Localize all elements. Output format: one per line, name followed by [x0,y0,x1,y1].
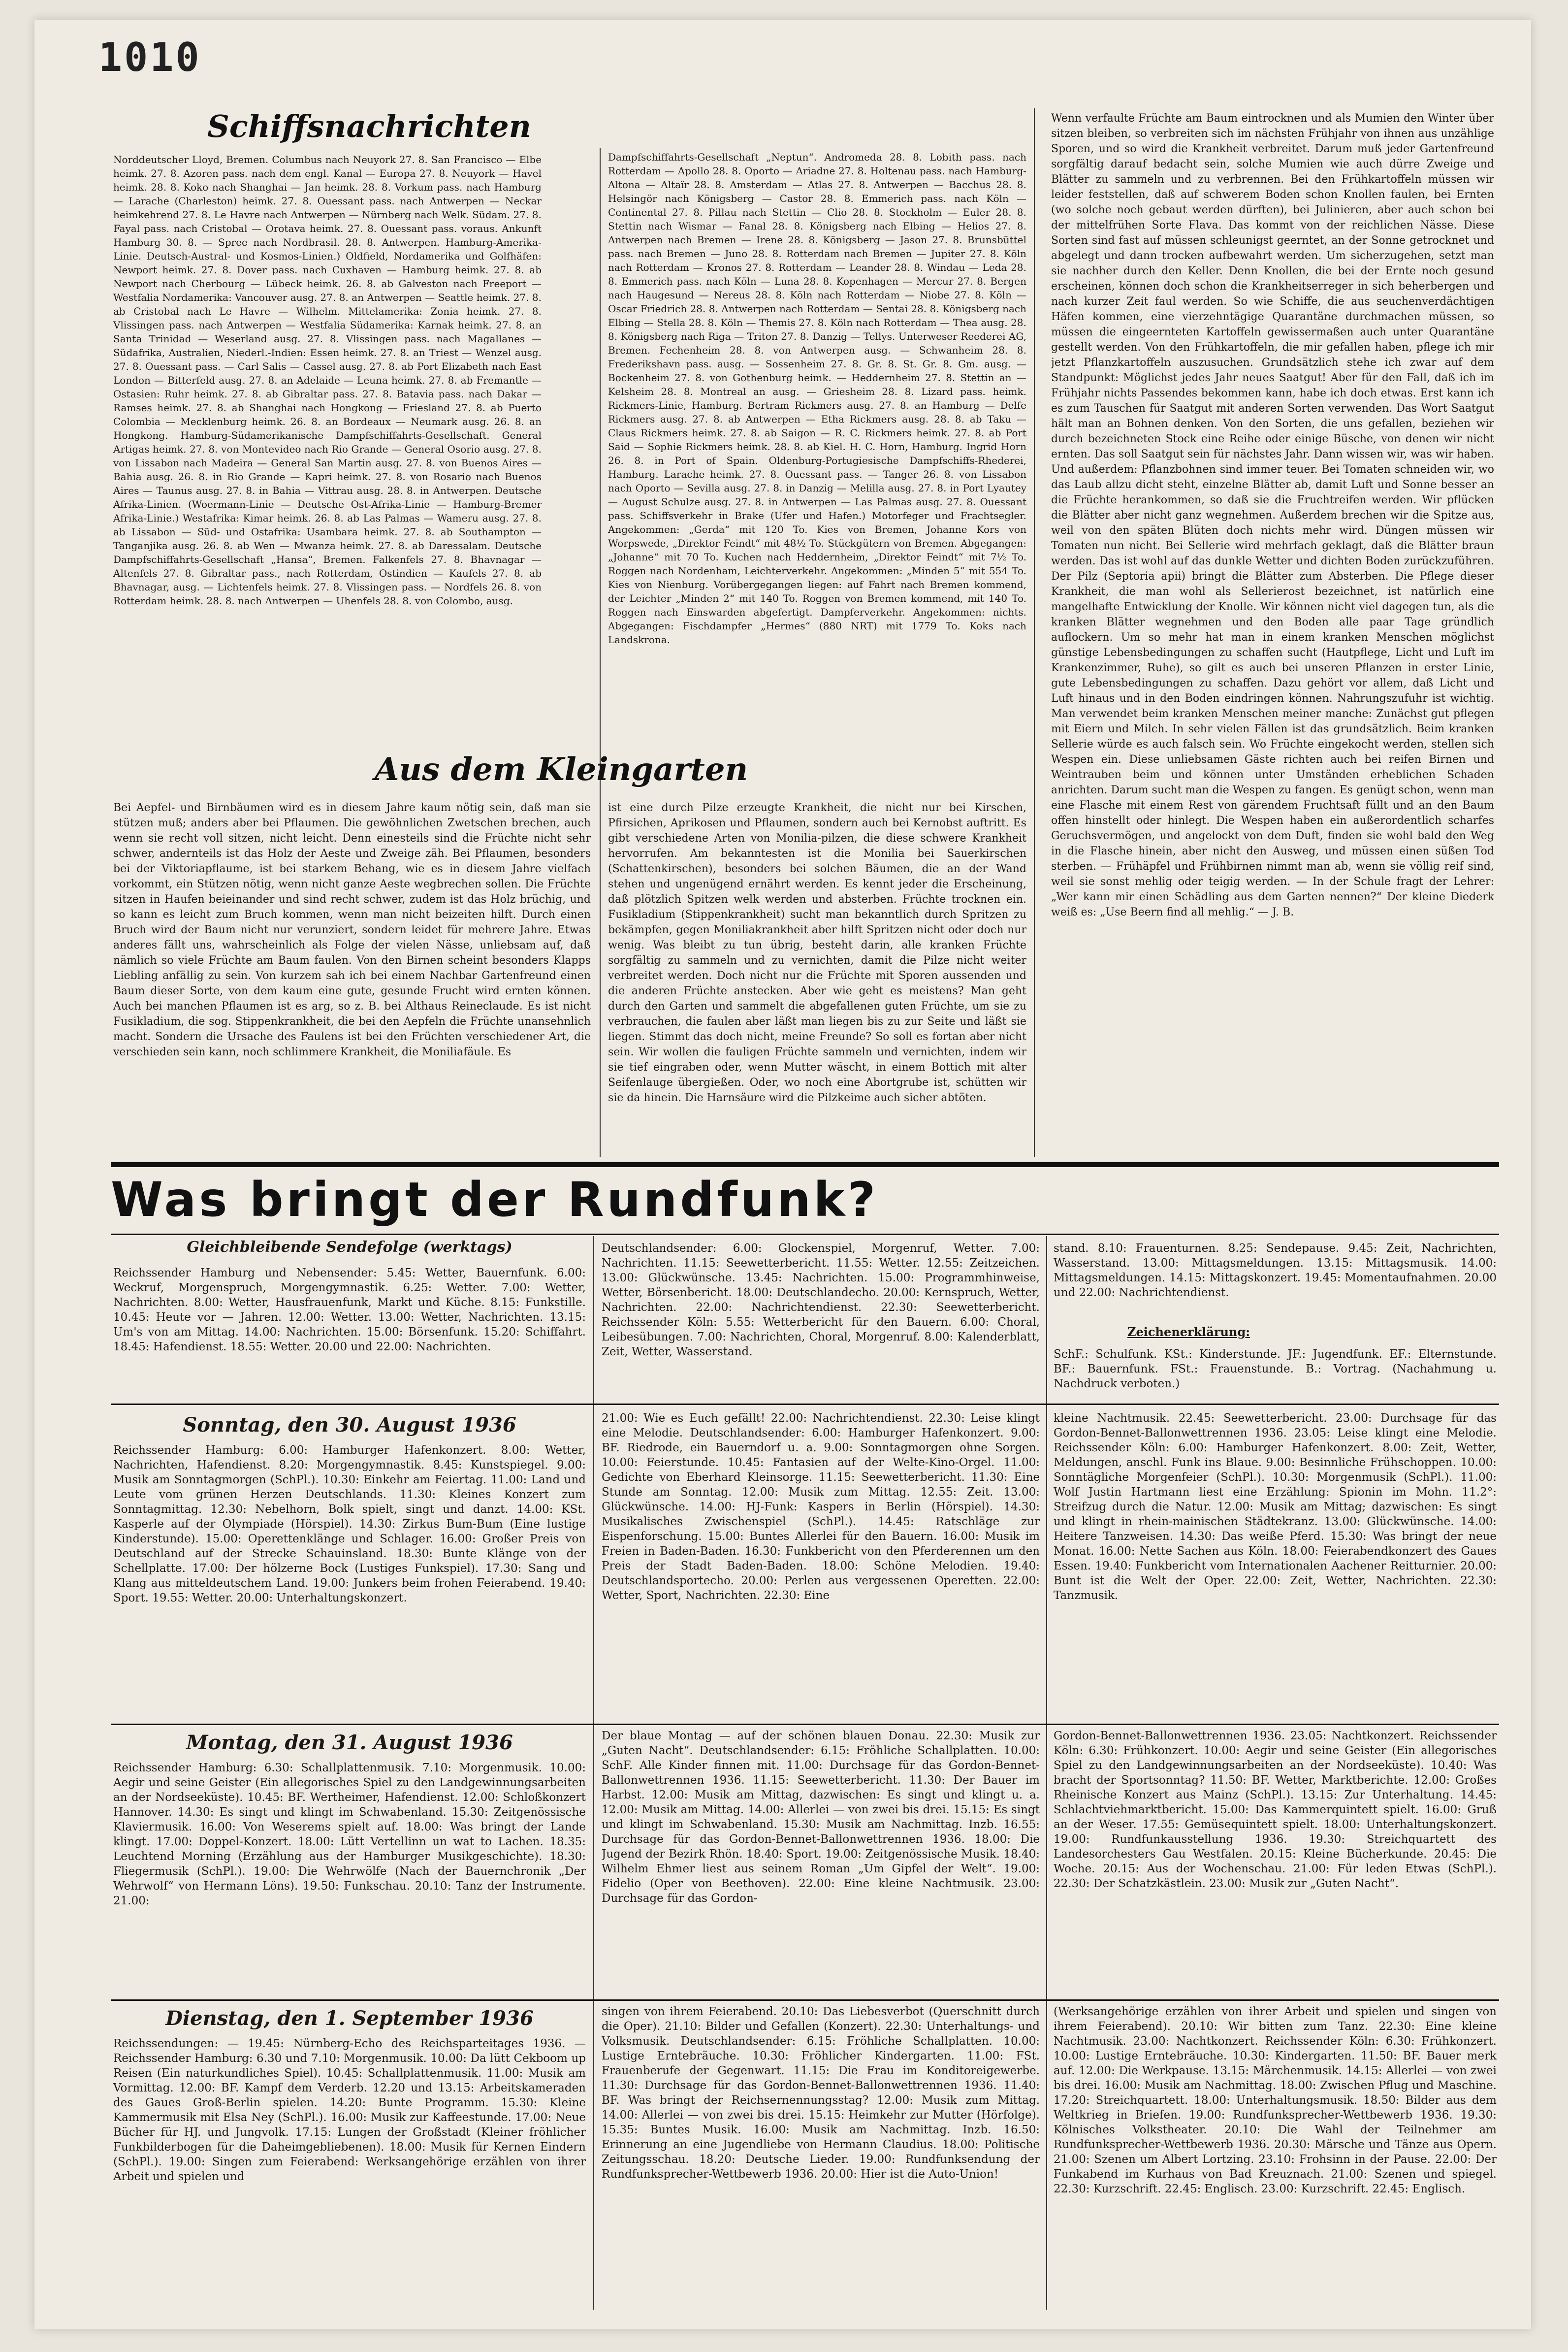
sunday-column-1: Reichssender Hamburg: 6.00: Hamburger Hafenkonzert. 8.00: Wetter, Nachrichten, Hafendienst. 8.20: Morgengymnastik. 8.45: Kunstspiegel. 9.00: Musik am Sonntagmorgen (SchPl.). 10.30: Einkehr am Feiertag. 11.00: Land und Leute vom grünen Herzen Deutschlands. 11.30: Kleines Konzert zum Sonntagmittag. 12.30: Nebelhorn, Bolk spielt, singt und danzt. 14.00: KSt. Kasperle auf der Olympiade (Hörspiel). 14.30: Zirkus Bum-Bum (Eine lustige Kinderstunde). 15.00: Operettenklänge und Schlager. 16.00: Großer Preis von Deutschland auf der Strecke Schauinsland. 18.30: Bunte Klänge von der Schellplatte. 17.00: Der hölzerne Bock (Lustiges Funkspiel). 17.30: Sang und Klang aus mitteldeutschem Land. 19.00: Junkers beim frohen Feierabend. 19.40: Sport. 19.55: Wetter. 20.00: Unterhaltungskonzert. [113,1444,586,1604]
ship-news-column-2: Dampfschiffahrts-Gesellschaft „Neptun“. Andromeda 28. 8. Lobith pass. nach Rotterdam — Apollo 28. 8. Oporto — Ariadne 27. 8. Holtenau pass. nach Hamburg-Altona — Altaïr 28. 8. Amsterdam — Atlas 27. 8. Antwerpen — Bacchus 28. 8. Helsingör nach Königsberg — Castor 28. 8. Emmerich pass. nach Köln — Continental 27. 8. Pillau nach Stettin — Clio 28. 8. Stockholm — Euler 28. 8. Stettin nach Wismar — Fanal 28. 8. Königsberg nach Elbing — Helios 27. 8. Antwerpen nach Bremen — Irene 28. 8. Königsberg — Jason 27. 8. Brunsbüttel pass. nach Bremen — Juno 28. 8. Rotterdam nach Bremen — Jupiter 27. 8. Köln nach Rotterdam — Kronos 27. 8. Rotterdam — Leander 28. 8. Windau — Leda 28. 8. Emmerich pass. nach Köln — Luna 28. 8. Kopenhagen — Mercur 27. 8. Bergen nach Haugesund — Nereus 28. 8. Köln nach Rotterdam — Niobe 27. 8. Köln — Oscar Friedrich 28. 8. Antwerpen nach Rotterdam — Sentai 28. 8. Königsberg nach Elbing — Stella 28. 8. Köln — Themis 27. 8. Köln nach Rotterdam — Thea ausg. 28. 8. Königsberg nach Riga — Triton 27. 8. Danzig — Tellys. Unterweser Reederei AG, Bremen. Fechenheim 28. 8. von Antwerpen ausg. — Schwanheim 28. 8. Frederikshavn pass. ausg. — Sossenheim 27. 8. Gr. 8. St. Gr. 8. Gm. ausg. — Bockenheim 27. 8. von Gothenburg heimk. — Heddernheim 27. 8. Stettin an — Kelsheim 28. 8. Montreal an ausg. — Griesheim 28. 8. Lizard pass. heimk. Rickmers-Linie, Hamburg. Bertram Rickmers ausg. 27. 8. an Hamburg — Delfe Rickmers ausg. 27. 8. ab Antwerpen — Etha Rickmers ausg. 28. 8. ab Taku — Claus Rickmers heimk. 27. 8. ab Saigon — R. C. Rickmers heimk. 27. 8. ab Port Said — Sophie Rickmers heimk. 28. 8. ab Kiel. H. C. Horn, Hamburg. Ingrid Horn 26. 8. in Port of Spain. Oldenburg-Portugiesische Dampfschiffs-Rhederei, Hamburg. Larache heimk. 27. 8. Ouessant pass. — Tanger 26. 8. von Lissabon nach Oporto — Sevilla ausg. 27. 8. in Danzig — Melilla ausg. 27. 8. in Port Lyautey — August Schulze ausg. 27. 8. in Antwerpen — Las Palmas ausg. 27. 8. Ouessant pass. Schiffsverkehr in Brake (Ufer und Hafen.) Motorfeger und Frachtsegler. Angekommen: „Gerda“ mit 120 To. Kies von Bremen, Johanne Kors von Worpswede, „Direktor Feindt“ mit 48½ To. Stückgütern von Bremen. Abgegangen: „Johanne“ mit 70 To. Kuchen nach Heddernheim, „Direktor Feindt“ mit 7½ To. Roggen nach Nordenham, Leichterverkehr. Angekommen: „Minden 5“ mit 554 To. Kies von Nienburg. Vorübergegangen liegen: auf Fahrt nach Bremen kommend, der Leichter „Minden 2“ mit 140 To. Roggen von Bremen kommend, mit 140 To. Roggen nach Einswarden abgefertigt. Dampferverkehr. Angekommen: nichts. Abgegangen: Fischdampfer „Hermes“ (880 NRT) mit 1779 To. Koks nach Landskrona. [608,151,1026,646]
gardening-column-right: Wenn verfaulte Früchte am Baum eintrocknen und als Mumien den Winter über sitzen bleiben, so verbreiten sich im nächsten Frühjahr von ihnen aus unzählige Sporen, und so wird die Krankheit verbreitet. Darum muß jeder Gartenfreund sorgfältig darauf bedacht sein, solche Mumien wie auch dürre Zweige und Blätter zu sammeln und zu verbrennen. Bei den Frühkartoffeln müssen wir leider feststellen, daß auf schwerem Boden schon Knollen faulen, bei Ernten (wo solche noch gebaut werden dürften), bei Julinieren, aber auch schon bei der mittelfrühen Sorte Flava. Das kommt von der reichlichen Nässe. Diese Sorten sind fast auf müssen schleunigst geerntet, an der Sonne getrocknet und abgelegt und dann trocken aufbewahrt werden. Um sicherzugehen, setzt man sie nachher durch den Keller. Denn Knollen, die bei der Ernte noch gesund erscheinen, können doch schon die Krankheitserreger in sich beherbergen und nach kurzer Zeit faul werden. So wie Schiffe, die aus seuchenverdächtigen Häfen kommen, eine vierzehntägige Quarantäne durchmachen müssen, so müssen die eingeernteten Kartoffeln gewissermaßen auch unter Quarantäne gestellt werden. Von den Frühkartoffeln, die mir gefallen haben, pflege ich mir jetzt Pflanzkartoffeln auszusuchen. Grundsätzlich stehe ich zwar auf dem Standpunkt: Möglichst jedes Jahr neues Saatgut! Aber für den Fall, daß ich im Frühjahr nichts Passendes bekommen kann, habe ich doch etwas. Erst kann ich es zum Tauschen für Saatgut mit anderen Sorten verwenden. Das Wort Saatgut hält man an Bohnen denken. Von den Sorten, die uns gefallen, beziehen wir durch bezeichneten Stock eine Reihe oder einige Büsche, von denen wir nicht ernten. Das soll Saatgut sein für nächstes Jahr. Dann wissen wir, was wir haben. Und außerdem: Pflanzbohnen sind immer teuer. Bei Tomaten schneiden wir, wo das Laub allzu dicht steht, einzelne Blätter ab, damit Luft und Sonne besser an die Früchte herankommen, so daß sie die Fruchtreifen werden. Wir pflücken die Blätter aber nicht ganz wegnehmen. Außerdem brechen wir die Spitze aus, weil von den späten Blüten doch nichts mehr wird. Düngen müssen wir Tomaten nun nicht. Bei Sellerie wird mehrfach geklagt, daß die Blätter braun werden. Das ist wohl auf das dunkle Wetter und dichten Boden zurückzuführen. Der Pilz (Septoria apii) bringt die Blätter zum Absterben. Die Pflege dieser Krankheit, die man wohl als Sellerierost bezeichnet, ist natürlich eine mangelhafte Entwicklung der Knolle. Wir können nicht viel dagegen tun, als die kranken Blätter wegnehmen und den Boden alle paar Tage gründlich auflockern. Um so mehr hat man in einem kranken Menschen möglichst günstige Lebensbedingungen zu schaffen sucht (Hautpflege, Licht und Luft im Krankenzimmer, Ruhe), so gilt es auch bei unseren Pflanzen in erster Linie, gute Lebensbedingungen zu schaffen. Dazu gehört vor allem, daß Licht und Luft hinaus und in den Boden eindringen können. Nahrungszufuhr ist wichtig. Man verwendet beim kranken Menschen meiner manche: Zunächst gut pflegen mit Eiern und Milch. In sehr vielen Fällen ist das grundsätzlich. Beim kranken Sellerie würde es auch falsch sein. Wo Früchte eingekocht werden, stellen sich Wespen ein. Diese unliebsamen Gäste richten auch bei reifen Birnen und Weintrauben beim und können unter Umständen erheblichen Schaden anrichten. Darum sucht man die Wespen zu fangen. Es genügt schon, wenn man eine Flasche mit einem Rest von gärendem Fruchtsaft füllt und an den Baum offen hinstellt oder hinlegt. Die Wespen haben ein außerordentlich scharfes Geruchsvermögen, und angelockt von dem Duft, finden sie wohl bald den Weg in die Flasche hinein, aber nicht den Ausweg, und müssen einen süßen Tod sterben. — Frühäpfel und Frühbirnen nimmt man ab, wenn sie völlig reif sind, weil sie sonst mehlig oder teigig werden. — In der Schule fragt der Lehrer: „Wer kann mir einen Schädling aus dem Garten nennen?“ Der kleine Diederk weiß es: „Use Beern find all mehlig.“ — J. B. [1051,112,1494,918]
page-number: 1010 [98,34,201,80]
column-divider [1046,1236,1047,2310]
monday-column-3: Gordon-Bennet-Ballonwettrennen 1936. 23.05: Nachtkonzert. Reichssender Köln: 6.30: Frühkonzert. 10.00: Aegir und seine Geister (Ein allegorisches Spiel zu den Landgewinnungsarbeiten an der Nordseeküste). 10.40: Was bracht der Sportsonntag? 11.50: BF. Wetter, Marktberichte. 12.00: Großes Rheinische Konzert aus Mainz (SchPl.). 13.15: Zur Unterhaltung. 14.45: Schlachtviehmarktbericht. 15.00: Das Kammerquintett spielt. 16.00: Gruß an der Weser. 17.55: Gemüsequintett spielt. 18.00: Unterhaltungskonzert. 19.00: Rundfunkausstellung 1936. 19.30: Streichquartett des Landesorchesters Gau Westfalen. 20.15: Kleine Bücherkunde. 20.45: Die Woche. 20.15: Aus der Wochenschau. 21.00: Für leden Etwas (SchPl.). 22.30: Der Schatzkästlein. 23.00: Musik zur „Guten Nacht“. [1054,1730,1497,1890]
section-rule [111,1724,1499,1725]
column-divider [593,1236,594,2310]
weekday-schedule-column-1: Reichssender Hamburg und Nebensender: 5.45: Wetter, Bauernfunk. 6.00: Weckruf, Morgenspruch, Morgengymnastik. 6.25: Wetter. 7.00: Wetter, Nachrichten. 8.00: Wetter, Hausfrauenfunk, Markt und Küche. 8.15: Funkstille. 10.45: Heute vor — Jahren. 12.00: Wetter. 13.00: Wetter, Nachrichten. 13.15: Um's von am Mittag. 14.00: Nachrichten. 15.00: Börsenfunk. 15.20: Schiffahrt. 18.45: Hafendienst. 18.55: Wetter. 20.00 und 22.00: Nachrichten. [113,1267,586,1353]
weekday-schedule-column-3: stand. 8.10: Frauenturnen. 8.25: Sendepause. 9.45: Zeit, Nachrichten, Wasserstand. 13.00: Mittagsmeldungen. 13.15: Mittagsmusik. 14.00: Mittagsmeldungen. 14.15: Mittagskonzert. 19.45: Momentaufnahmen. 20.00 und 22.00: Nachrichtendienst. [1054,1242,1497,1299]
column-divider [1034,108,1035,1157]
weekday-schedule-title: Gleichbleibende Sendefolge (werktags) [187,1239,512,1256]
radio-section-title: Was bringt der Rundfunk? [111,1172,879,1227]
column-divider [600,148,601,1157]
section-rule [111,1162,1499,1167]
tuesday-column-3: (Werksangehörige erzählen von ihrer Arbeit und spielen und singen von ihrem Feierabend). 20.10: Wir bitten zum Tanz. 22.30: Eine kleine Nachtmusik. 23.00: Nachtkonzert. Reichssender Köln: 6.30: Frühkonzert. 10.00: Lustige Erntebräuche. 10.30: Kindergarten. 11.50: BF. Bauer merk auf. 12.00: Die Werkpause. 13.15: Märchenmusik. 14.15: Allerlei — von zwei bis drei. 16.00: Musik am Nachmittag. 18.00: Zwischen Pflug und Maschine. 17.20: Streichquartett. 18.00: Unterhaltungsmusik. 18.50: Bilder aus dem Weltkrieg in Briefen. 19.00: Rundfunksprecher-Wettbewerb 1936. 19.30: Kölnisches Volkstheater. 20.10: Die Wahl der Teilnehmer am Rundfunksprecher-Wettbewerb 1936. 20.30: Märsche und Tänze aus Opern. 21.00: Szenen um Albert Lortzing. 23.10: Frohsinn in der Pause. 22.00: Der Funkabend im Kurhaus von Bad Kreuznach. 21.00: Szenen und spiegel. 22.30: Kurzschrift. 22.45: Englisch. 23.00: Kurzschrift. 22.45: Englisch. [1054,2005,1497,2195]
legend-text: SchF.: Schulfunk. KSt.: Kinderstunde. JF.: Jugendfunk. EF.: Elternstunde. BF.: Bauernfunk. FSt.: Frauenstunde. B.: Vortrag. (Nachahmung u. Nachdruck verboten.) [1054,1348,1497,1390]
section-rule [111,1999,1499,2001]
sunday-column-3: kleine Nachtmusik. 22.45: Seewetterbericht. 23.00: Durchsage für das Gordon-Bennet-Ballonwettrennen 1936. 23.05: Leise klingt eine Melodie. Reichssender Köln: 6.00: Hamburger Hafenkonzert. 8.00: Zeit, Wetter, Meldungen, anschl. Funk ins Blaue. 9.00: Besinnliche Frühschoppen. 10.00: Sonntägliche Morgenfeier (SchPl.). 10.30: Morgenmusik (SchPl.). 11.00: Wolf Justin Hartmann liest eine Erzählung: Spionin im Mohn. 11.2°: Streifzug durch die Natur. 12.00: Musik am Mittag; dazwischen: Es singt und klingt in rhein-mainischen Städtekranz. 13.00: Glückwünsche. 14.00: Heitere Tanzweisen. 14.30: Das weiße Pferd. 15.30: Was bringt der neue Monat. 16.00: Nette Sachen aus Köln. 18.00: Feierabendkonzert des Gaues Essen. 19.40: Funkbericht vom Internationalen Aachener Reitturnier. 20.00: Bunt ist die Welt der Oper. 22.00: Zeit, Wetter, Nachrichten. 22.30: Tanzmusik. [1054,1412,1497,1602]
ship-news-title: Schiffsnachrichten [207,108,531,144]
monday-column-2: Der blaue Montag — auf der schönen blauen Donau. 22.30: Musik zur „Guten Nacht“. Deutschlandsender: 6.15: Fröhliche Schallplatten. 10.00: SchF. Alle Kinder finnen mit. 11.00: Durchsage für das Gordon-Bennet-Ballonwettrennen 1936. 11.15: Seewetterbericht. 11.30: Der Bauer im Harbst. 12.00: Musik am Mittag, dazwischen: Es singt und klingt u. a. 12.00: Musik am Mittag. 14.00: Allerlei — von zwei bis drei. 15.15: Es singt und klingt im Schwabenland. 15.30: Musik am Nachmittag. Inzb. 16.55: Durchsage für das Gordon-Bennet-Ballonwettrennen 1936. 18.00: Die Jugend der Bezirk Rhön. 18.40: Sport. 19.00: Zeitgenössische Musik. 18.40: Wilhelm Ehmer liest aus seinem Roman „Um Gipfel der Welt“. 19.00: Fidelio (Oper von Beethoven). 22.00: Eine kleine Nachtmusik. 23.00: Durchsage für das Gordon- [602,1730,1040,1905]
monday-column-1: Reichssender Hamburg: 6.30: Schallplattenmusik. 7.10: Morgenmusik. 10.00: Aegir und seine Geister (Ein allegorisches Spiel zu den Landgewinnungsarbeiten an der Nordseeküste). 10.45: BF. Wertheimer, Hafendienst. 12.00: Schloßkonzert Hannover. 14.30: Es singt und klingt im Schwabenland. 15.30: Zeitgenössische Klaviermusik. 16.00: Von Weserems spielt auf. 18.00: Was bringt der Lande klingt. 17.00: Doppel-Konzert. 18.00: Lütt Vertellinn un wat to Lachen. 18.35: Leuchtend Morning (Erzählung aus der Hamburger Musikgeschichte). 18.30: Fliegermusik (SchPl.). 19.00: Die Wehrwölfe (Nach der Bauernchronik „Der Wehrwolf“ von Hermann Löns). 19.50: Funkschau. 20.10: Tanz der Instrumente. 21.00: [113,1762,586,1907]
section-rule [111,1234,1499,1235]
tuesday-title: Dienstag, den 1. September 1936 [165,2007,534,2030]
small-garden-column-2: ist eine durch Pilze erzeugte Krankheit, die nicht nur bei Kirschen, Pfirsichen, Aprikosen und Pflaumen, sondern auch bei Kernobst auftritt. Es gibt verschiedene Arten von Monilia-pilzen, die diese schwere Krankheit hervorrufen. Am bekanntesten ist die Monilia bei Sauerkirschen (Schattenkirschen), besonders bei solchen Bäumen, die an der Wand stehen und ungenügend ernährt werden. Es kennt jeder die Erscheinung, daß plötzlich Spitzen welk werden und absterben. Früchte trocknen ein. Fusikladium (Stippenkrankheit) sucht man bekanntlich durch Spritzen zu bekämpfen, gegen Moniliakrankheit aber hilft Spritzen nicht oder doch nur wenig. Was bleibt zu tun übrig, besteht darin, alle kranken Früchte sorgfältig zu sammeln und zu vernichten, damit die Pilze nicht weiter verbreitet werden. Doch nicht nur die Früchte mit Sporen aussenden und die anderen Früchte anstecken. Aber wie geht es meistens? Man geht durch den Garten und sammelt die abgefallenen guten Früchte, um sie zu verbrauchen, die faulen aber läßt man liegen bis zu zur Seite und läßt sie liegen. Stimmt das doch nicht, meine Freunde? So soll es fortan aber nicht sein. Wir wollen die fauligen Früchte sammeln und vernichten, indem wir sie tief eingraben oder, wenn Mutter wäscht, in einem Bottich mit alter Seifenlauge übergießen. Oder, wo noch eine Abortgrube ist, schütten wir sie da hinein. Die Harnsäure wird die Pilzkeime auch sicher abtöten. [608,802,1026,1104]
tuesday-column-2: singen von ihrem Feierabend. 20.10: Das Liebesverbot (Querschnitt durch die Oper). 21.10: Bilder und Gefallen (Konzert). 22.30: Unterhaltungs- und Volksmusik. Deutschlandsender: 6.15: Fröhliche Schallplatten. 10.00: Lustige Erntebräuche. 10.30: Fröhlicher Kindergarten. 11.00: FSt. Frauenberufe der Gegenwart. 11.15: Die Frau im Konditoreigewerbe. 11.30: Durchsage für das Gordon-Bennet-Ballonwettrennen 1936. 11.40: BF. Was bringt der Reichsernennungsstag? 12.00: Musik zum Mittag. 14.00: Allerlei — von zwei bis drei. 15.15: Heimkehr zur Mutter (Hörfolge). 15.35: Buntes Musik. 16.00: Musik am Nachmittag. Inzb. 16.50: Erinnerung an eine Jugendliebe von Hermann Claudius. 18.00: Politische Zeitungsschau. 18.20: Deutsche Lieder. 19.00: Rundfunksendung der Rundfunksprecher-Wettbewerb 1936. 20.00: Hier ist die Auto-Union! [602,2005,1040,2181]
legend-title: Zeichenerklärung: [1127,1325,1250,1339]
weekday-schedule-column-2: Deutschlandsender: 6.00: Glockenspiel, Morgenruf, Wetter. 7.00: Nachrichten. 11.15: Seewetterbericht. 11.55: Wetter. 12.55: Zeitzeichen. 13.00: Glückwünsche. 13.45: Nachrichten. 15.00: Programmhinweise, Wetter, Börsenbericht. 18.00: Deutschlandecho. 20.00: Kernspruch, Wetter, Nachrichten. 22.00: Nachrichtendienst. 22.30: Seewetterbericht. Reichssender Köln: 5.55: Wetterbericht für den Bauern. 6.00: Choral, Leibesübungen. 7.00: Nachrichten, Choral, Morgenruf. 8.00: Kalenderblatt, Zeit, Wetter, Wasserstand. [602,1242,1040,1358]
sunday-column-2: 21.00: Wie es Euch gefällt! 22.00: Nachrichtendienst. 22.30: Leise klingt eine Melodie. Deutschlandsender: 6.00: Hamburger Hafenkonzert. 9.00: BF. Riedrode, ein Bauerndorf u. a. 9.00: Sonntagmorgen ohne Sorgen. 10.00: Feierstunde. 10.45: Fantasien auf der Welte-Kino-Orgel. 11.00: Gedichte von Eberhard Kleinsorge. 11.15: Seewetterbericht. 11.30: Eine Stunde am Sonntag. 12.00: Musik zum Mittag. 12.55: Zeit. 13.00: Glückwünsche. 14.00: HJ-Funk: Kaspers in Berlin (Hörspiel). 14.30: Musikalisches Zwischenspiel (SchPl.). 14.45: Ratschläge zur Eispenforschung. 15.00: Buntes Allerlei für den Bauern. 16.00: Musik im Freien in Baden-Baden. 16.30: Funkbericht von den Pferderennen um den Preis der Stadt Baden-Baden. 18.00: Schöne Melodien. 19.40: Deutschlandsportecho. 20.00: Perlen aus vergessenen Operetten. 22.00: Wetter, Sport, Nachrichten. 22.30: Eine [602,1412,1040,1602]
ship-news-column-1: Norddeutscher Lloyd, Bremen. Columbus nach Neuyork 27. 8. San Francisco — Elbe heimk. 27. 8. Azoren pass. nach dem engl. Kanal — Europa 27. 8. Neuyork — Havel heimk. 28. 8. Koko nach Shanghai — Jan heimk. 28. 8. Vorkum pass. nach Hamburg — Larache (Charleston) heimk. 27. 8. Ouessant pass. nach Antwerpen — Neckar heimkehrend 27. 8. Le Havre nach Antwerpen — Nürnberg nach Welk. Südam. 27. 8. Fayal pass. nach Cristobal — Orotava heimk. 27. 8. Ouessant pass. voraus. Ankunft Hamburg 30. 8. — Spree nach Nordbrasil. 28. 8. Antwerpen. Hamburg-Amerika-Linie. Deutsch-Austral- und Kosmos-Linien.) Oldfield, Nordamerika und Golfhäfen: Newport heimk. 27. 8. Dover pass. nach Cuxhaven — Hamburg heimk. 27. 8. ab Newport nach Cherbourg — Lübeck heimk. 26. 8. ab Galveston nach Freeport — Westfalia Nordamerika: Vancouver ausg. 27. 8. an Antwerpen — Seattle heimk. 27. 8. ab Cristobal nach Le Havre — Wilhelm. Mittelamerika: Zonia heimk. 27. 8. Vlissingen pass. nach Antwerpen — Westfalia Südamerika: Karnak heimk. 27. 8. an Santa Trinidad — Weserland ausg. 27. 8. Vlissingen pass. nach Magallanes — Südafrika, Australien, Niederl.-Indien: Essen heimk. 27. 8. an Triest — Wenzel ausg. 27. 8. Ouessant pass. — Carl Salis — Cassel ausg. 27. 8. ab Port Elizabeth nach East London — Bitterfeld ausg. 27. 8. an Adelaide — Leuna heimk. 27. 8. ab Fremantle — Ostasien: Ruhr heimk. 27. 8. ab Gibraltar pass. 27. 8. Batavia pass. nach Dakar — Ramses heimk. 27. 8. ab Shanghai nach Hongkong — Friesland 27. 8. ab Puerto Colombia — Mecklenburg heimk. 26. 8. an Bordeaux — Neumark ausg. 26. 8. an Hongkong. Hamburg-Südamerikanische Dampfschiffahrts-Gesellschaft. General Artigas heimk. 27. 8. von Montevideo nach Rio Grande — General Osorio ausg. 27. 8. von Lissabon nach Madeira — General San Martin ausg. 27. 8. von Buenos Aires — Bahia ausg. 26. 8. in Rio Grande — Kapri heimk. 27. 8. von Rosario nach Buenos Aires — Taunus ausg. 27. 8. in Bahia — Vittrau ausg. 28. 8. in Antwerpen. Deutsche Afrika-Linien. (Woermann-Linie — Deutsche Ost-Afrika-Linie — Hamburg-Bremer Afrika-Linie.) Westafrika: Kimar heimk. 26. 8. ab Las Palmas — Wameru ausg. 27. 8. ab Lissabon — Süd- und Ostafrika: Usambara heimk. 27. 8. ab Southampton — Tanganjika ausg. 26. 8. ab Wen — Mwanza heimk. 27. 8. ab Daressalam. Deutsche Dampfschiffahrts-Gesellschaft „Hansa“, Bremen. Falkenfels 27. 8. Bhavnagar — Altenfels 27. 8. Gibraltar pass., nach Rotterdam, Ostindien — Kaufels 27. 8. ab Bhavnagar, ausg. — Lichtenfels heimk. 27. 8. Vlissingen pass. — Nordfels 26. 8. von Rotterdam heimk. 28. 8. nach Antwerpen — Uhenfels 28. 8. von Colombo, ausg. [113,154,542,607]
sunday-title: Sonntag, den 30. August 1936 [183,1413,516,1437]
tuesday-column-1: Reichssendungen: — 19.45: Nürnberg-Echo des Reichsparteitages 1936. — Reichssender Hamburg: 6.30 und 7.10: Morgenmusik. 10.00: Da lütt Cekboom up Reisen (Ein naturkundliches Spiel). 10.45: Schallplattenmusik. 11.00: Musik am Vormittag. 12.00: BF. Kampf dem Verderb. 12.20 und 13.15: Arbeitskameraden des Gaues Groß-Berlin spielen. 14.20: Bunte Programm. 15.30: Kleine Kammermusik mit Elsa Ney (SchPl.). 16.00: Musik zur Kaffeestunde. 17.00: Neue Bücher für HJ. und Jungvolk. 17.15: Lungen der Großstadt (Kleiner fröhlicher Funkbilderbogen für die Daheimgebliebenen). 18.00: Musik für Kernen Eindern (SchPl.). 19.00: Singen zum Feierabend: Werksangehörige erzählen von ihrer Arbeit und spielen und [113,2037,586,2183]
small-garden-title: Aus dem Kleingarten [374,751,748,788]
monday-title: Montag, den 31. August 1936 [186,1731,513,1754]
section-rule [111,1404,1499,1405]
small-garden-column-1: Bei Aepfel- und Birnbäumen wird es in diesem Jahre kaum nötig sein, daß man sie stützen muß; anders aber bei Pflaumen. Die gewöhnlichen Zwetschen brechen, auch wenn sie recht voll sitzen, nicht leicht. Denn einesteils sind die Früchte nicht sehr schwer, andernteils ist das Holz der Aeste und Zweige zäh. Bei Pflaumen, besonders bei der Viktoriapflaume, ist bei starkem Behang, wie es in diesem Jahre vielfach vorkommt, ein Stützen nötig, wenn nicht ganze Aeste wegbrechen sollen. Die Früchte sitzen in Haufen beieinander und sind recht schwer, zudem ist das Holz brüchig, und so kann es leicht zum Bruch kommen, wenn man nicht beizeiten hilft. Durch einen Bruch wird der Baum nicht nur verunziert, sondern leidet für mehrere Jahre. Etwas anderes fällt uns, wahrscheinlich als Folge der vielen Nässe, unliebsam auf, daß nämlich so viele Früchte am Baum faulen. Von den Birnen scheint besonders Klapps Liebling anfällig zu sein. Von kurzem sah ich bei einem Nachbar Gartenfreund einen Baum dieser Sorte, von dem kaum eine gute, gesunde Frucht wird ernten können. Auch bei manchen Pflaumen ist es arg, so z. B. bei Althaus Reineclaude. Es ist nicht Fusikladium, die sog. Stippenkrankheit, die bei den Aepfeln die Früchte unansehnlich macht. Sondern die Ursache des Faulens ist bei den Früchten verschiedener Art, die verschieden sein kann, noch schlimmere Krankheit, die Moniliafäule. Es [113,802,591,1058]
